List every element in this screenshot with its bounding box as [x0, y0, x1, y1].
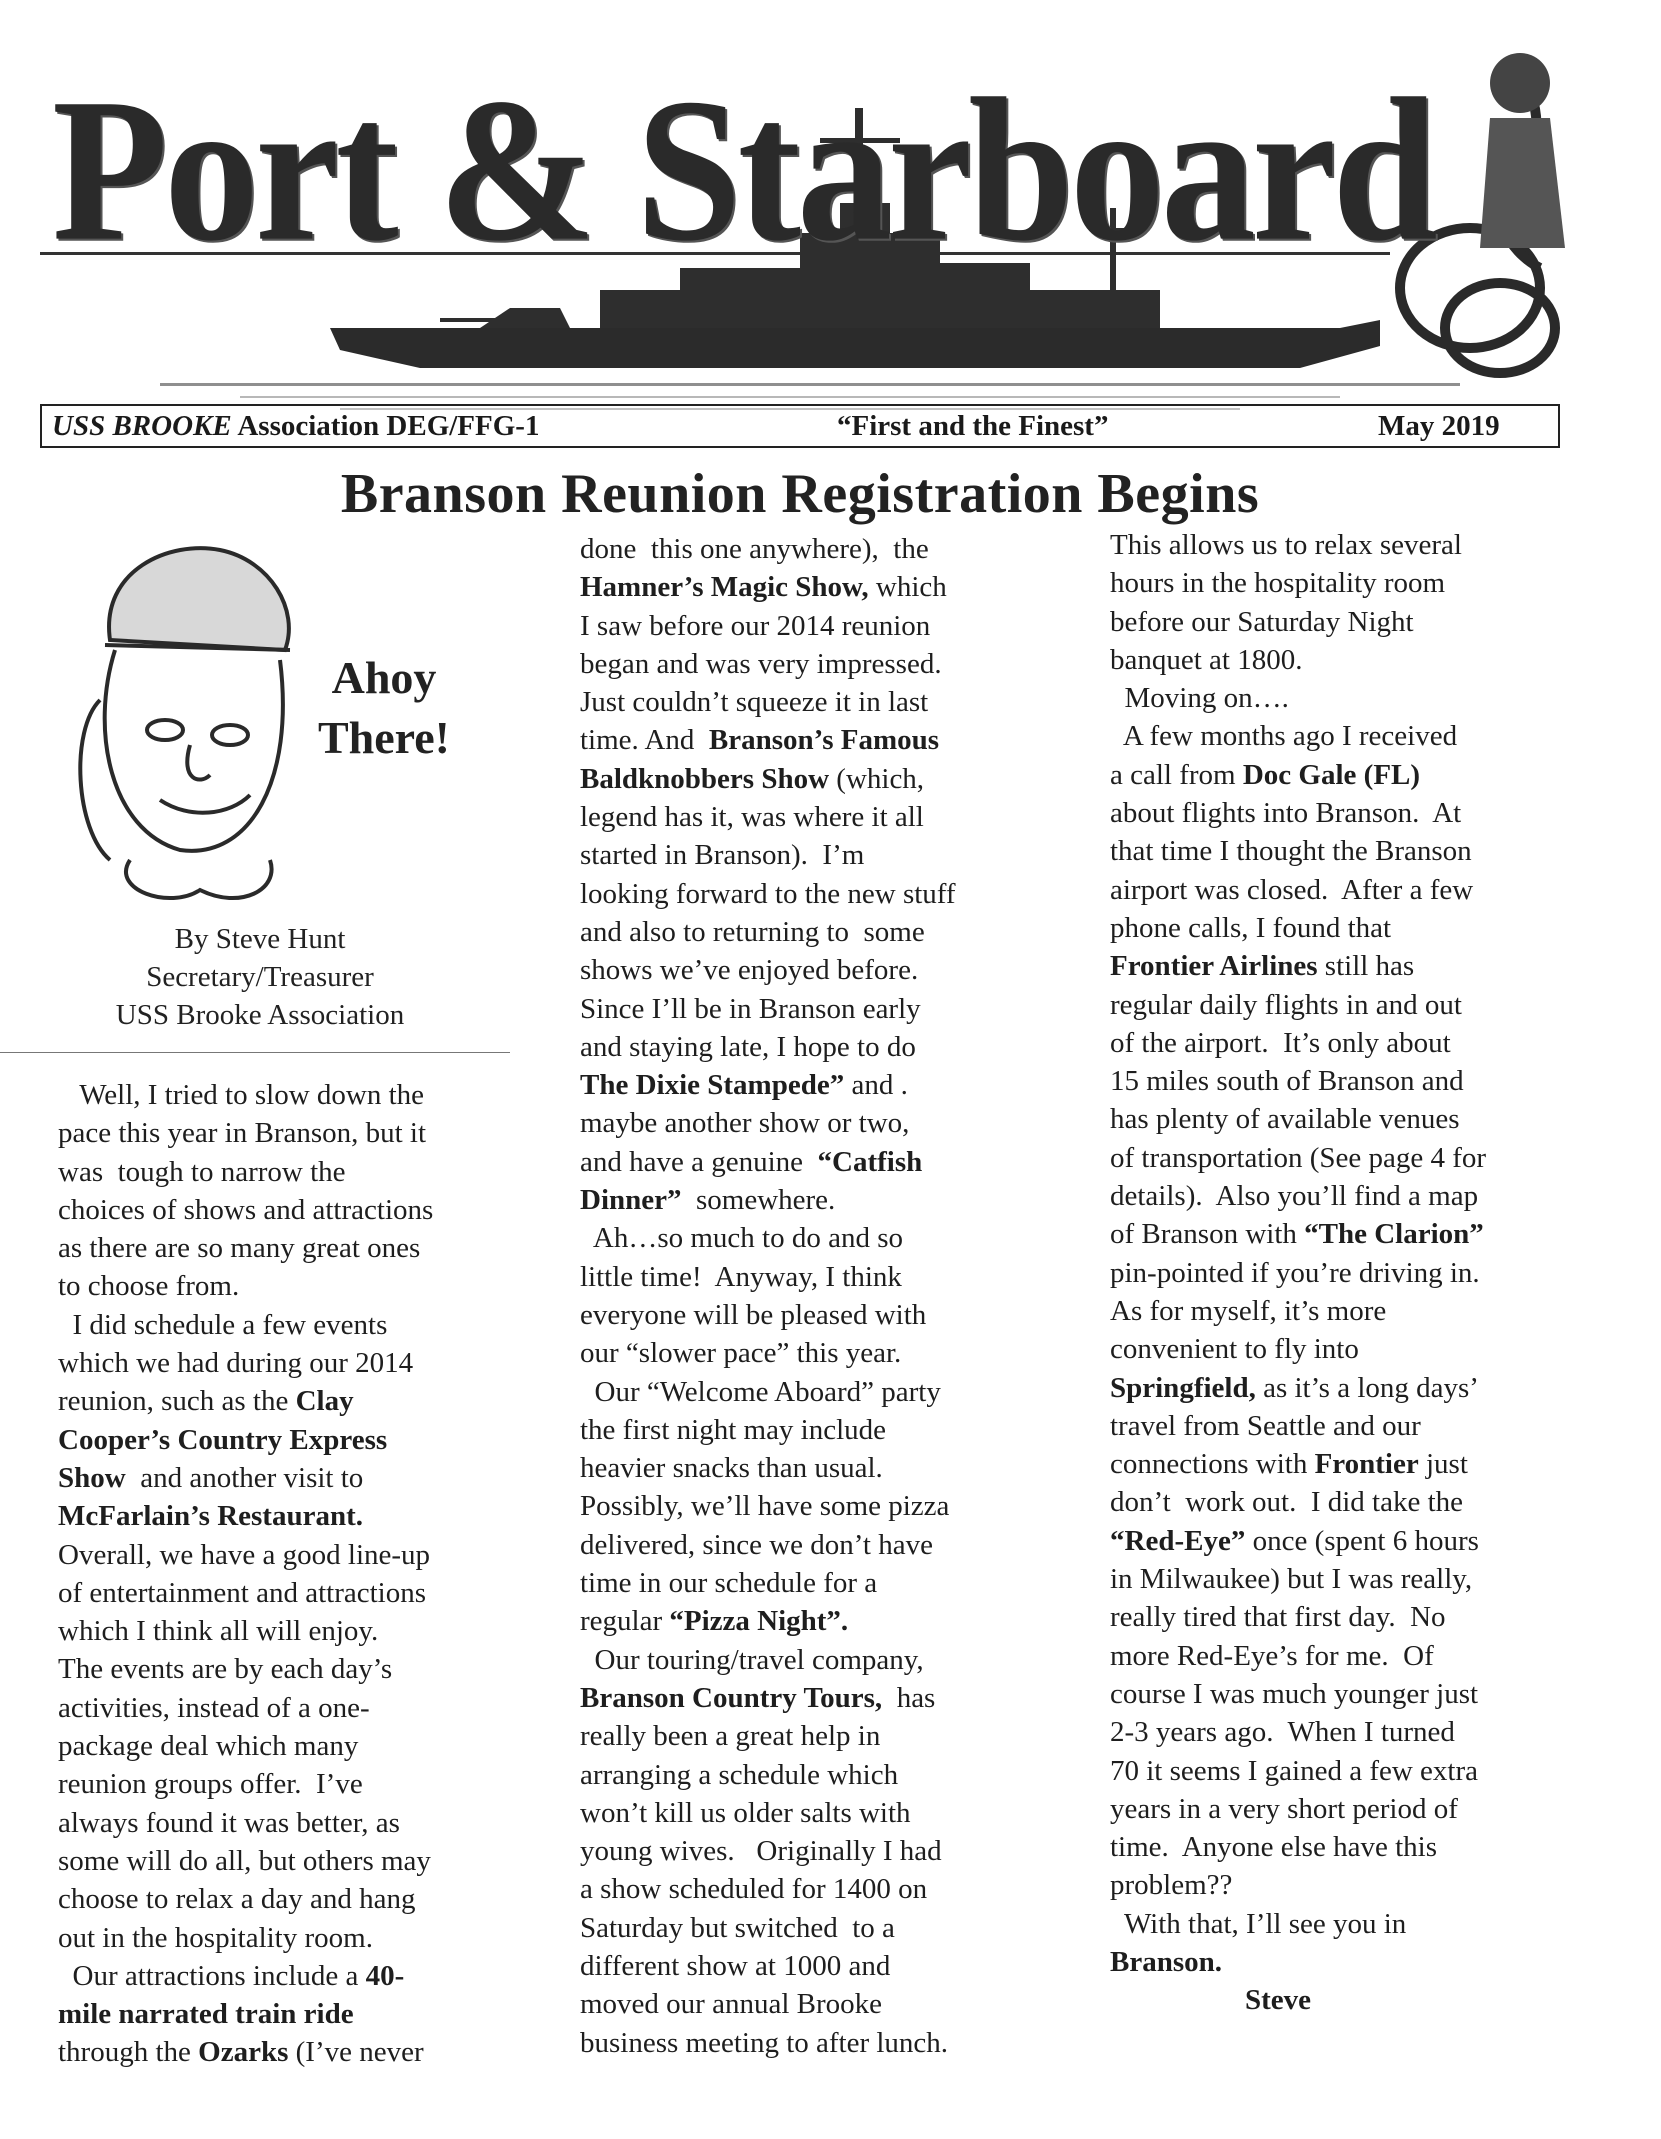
article-line	[1110, 1943, 1486, 1981]
article-line	[58, 1153, 433, 1191]
article-line	[580, 1411, 956, 1449]
article-line	[580, 1449, 956, 1487]
text: 70 it seems I gained a few extra	[1110, 1754, 1478, 1787]
masthead	[40, 28, 1600, 428]
text: and also to returning to some	[580, 915, 925, 948]
article-line	[580, 645, 956, 683]
bold-text: 40-	[365, 1959, 405, 1992]
article-line	[1110, 717, 1486, 755]
text: and have a genuine	[580, 1145, 818, 1178]
text: (I’ve never	[288, 2036, 424, 2069]
article-line	[1110, 679, 1486, 717]
text: and staying late, I hope to do	[580, 1030, 916, 1063]
text: which	[868, 571, 947, 604]
text: activities, instead of a one-	[58, 1691, 370, 1724]
article-line	[580, 1602, 956, 1640]
text: time. And	[580, 724, 709, 757]
article-line	[58, 1957, 433, 1995]
text: always found it was better, as	[58, 1806, 400, 1839]
text: Since I’ll be in Branson early	[580, 992, 921, 1025]
motto: “First and the Finest”	[837, 410, 1109, 442]
article-line	[580, 875, 956, 913]
article-line	[58, 1765, 433, 1803]
article-line	[58, 1267, 433, 1305]
text: Our attractions include a	[58, 1959, 366, 1992]
bold-text: Cooper’s Country Express	[58, 1423, 388, 1456]
byline	[40, 920, 480, 1034]
text: time in our schedule for a	[580, 1567, 878, 1600]
text: Overall, we have a good line-up	[58, 1538, 431, 1571]
text: pin-pointed if you’re driving in.	[1110, 1256, 1480, 1289]
article-line	[580, 1104, 956, 1142]
article-line	[58, 1536, 433, 1574]
article-line	[1110, 1752, 1486, 1790]
article-line	[580, 1296, 956, 1334]
article-line	[1110, 1062, 1486, 1100]
article-line	[1110, 1866, 1486, 1904]
bold-text: “Pizza Night”.	[669, 1605, 849, 1638]
text: This allows us to relax several	[1110, 529, 1462, 561]
bold-text: Frontier	[1314, 1448, 1419, 1481]
bold-text: Clay	[295, 1385, 354, 1418]
article-line	[1110, 1445, 1486, 1483]
ahoy-line-1: Ahoy	[331, 652, 437, 703]
article-line	[58, 1114, 433, 1152]
text: reunion groups offer. I’ve	[58, 1768, 363, 1801]
text: still has	[1317, 950, 1415, 983]
text: With that, I’ll see you in	[1110, 1907, 1407, 1940]
article-line	[58, 1919, 433, 1957]
article-line	[1110, 871, 1486, 909]
text: some will do all, but others may	[58, 1844, 431, 1877]
article-line	[1110, 1790, 1486, 1828]
article-line	[580, 1832, 956, 1870]
article-line	[580, 1909, 956, 1947]
article-line	[58, 1574, 433, 1612]
bold-text: Ozarks	[198, 2036, 289, 2069]
text: package deal which many	[58, 1730, 359, 1763]
text: as it’s a long days’	[1255, 1371, 1479, 1404]
text: about flights into Branson. At	[1110, 797, 1462, 830]
article-line	[580, 1564, 956, 1602]
article-line	[58, 1727, 433, 1765]
text: in Milwaukee) but I was really,	[1110, 1563, 1473, 1596]
text: convenient to fly into	[1110, 1333, 1359, 1366]
issue-date: May 2019	[1378, 410, 1500, 442]
text: details). Also you’ll find a map	[1110, 1180, 1479, 1213]
article-column-2	[580, 530, 956, 2062]
text: more Red-Eye’s for me. Of	[1110, 1639, 1434, 1672]
article-line	[580, 760, 956, 798]
text: a show scheduled for 1400 on	[580, 1873, 928, 1906]
article-line	[1110, 1637, 1486, 1675]
article-line	[1110, 1675, 1486, 1713]
text: regular daily flights in and out	[1110, 988, 1462, 1021]
bold-text: The Dixie Stampede”	[580, 1069, 845, 1102]
article-line	[1110, 832, 1486, 870]
text: has plenty of available venues	[1110, 1103, 1460, 1136]
divider	[0, 1052, 510, 1053]
article-line	[580, 1066, 956, 1104]
text: don’t work out. I did take the	[1110, 1486, 1464, 1519]
text: a call from	[1110, 758, 1243, 791]
article-line	[58, 1229, 433, 1267]
article-line	[580, 1985, 956, 2023]
article-line	[580, 836, 956, 874]
article-line	[580, 1181, 956, 1219]
article-line	[580, 1143, 956, 1181]
article-line	[1110, 1407, 1486, 1445]
text: has	[882, 1681, 936, 1714]
text: won’t kill us older salts with	[580, 1796, 911, 1829]
article-line	[1110, 947, 1486, 985]
article-line	[58, 1689, 433, 1727]
text: really been a great help in	[580, 1720, 881, 1753]
text: heavier snacks than usual.	[580, 1452, 883, 1485]
article-line	[58, 1650, 433, 1688]
text: regular	[580, 1605, 670, 1638]
text: which I think all will enjoy.	[58, 1615, 379, 1648]
bold-text: Branson.	[1110, 1945, 1223, 1978]
article-line	[58, 1995, 433, 2033]
article-line	[58, 1459, 433, 1497]
text: out in the hospitality room.	[58, 1921, 373, 1954]
text: banquet at 1800.	[1110, 643, 1303, 676]
article-line	[1110, 1024, 1486, 1062]
text: of Branson with	[1110, 1218, 1305, 1251]
text: Well, I tried to slow down the	[58, 1079, 425, 1111]
article-line	[580, 1334, 956, 1372]
bold-text: Branson Country Tours,	[580, 1681, 883, 1714]
article-line	[58, 1804, 433, 1842]
bold-text: “The Clarion”	[1304, 1218, 1484, 1251]
bold-text: Show	[58, 1461, 126, 1494]
article-column-1	[58, 1076, 433, 2072]
text: Our “Welcome Aboard” party	[580, 1375, 941, 1408]
article-line	[1110, 1215, 1486, 1253]
article-line	[1110, 1483, 1486, 1521]
article-line	[580, 1526, 956, 1564]
text: of transportation (See page 4 for	[1110, 1141, 1487, 1174]
article-line	[1110, 1254, 1486, 1292]
text: Ah…so much to do and so	[580, 1222, 904, 1255]
text: as there are so many great ones	[58, 1232, 421, 1265]
article-line	[580, 568, 956, 606]
text: really tired that first day. No	[1110, 1601, 1446, 1634]
article-line	[1110, 526, 1486, 564]
text: of entertainment and attractions	[58, 1576, 426, 1609]
text: which we had during our 2014	[58, 1347, 414, 1380]
article-line	[1110, 756, 1486, 794]
text: problem??	[1110, 1869, 1233, 1902]
text: young wives. Originally I had	[580, 1835, 942, 1868]
article-line	[1110, 1522, 1486, 1560]
text: Our touring/travel company,	[580, 1643, 924, 1676]
text: looking forward to the new stuff	[580, 877, 956, 910]
text: little time! Anyway, I think	[580, 1260, 902, 1293]
article-line	[580, 798, 956, 836]
bold-text: McFarlain’s Restaurant.	[58, 1500, 363, 1533]
text: The events are by each day’s	[58, 1653, 393, 1686]
article-line	[580, 607, 956, 645]
org-name	[52, 410, 539, 443]
article-line	[1110, 641, 1486, 679]
article-line	[580, 1487, 956, 1525]
article-line	[1110, 1598, 1486, 1636]
text: moved our annual Brooke	[580, 1988, 883, 2021]
text: pace this year in Branson, but it	[58, 1117, 427, 1150]
byline-org: USS Brooke Association	[115, 999, 405, 1031]
article-line	[1110, 1560, 1486, 1598]
text: Saturday but switched to a	[580, 1911, 895, 1944]
text: the first night may include	[580, 1413, 887, 1446]
article-line	[58, 1497, 433, 1535]
bold-text: Dinner”	[580, 1184, 682, 1217]
article-line	[580, 1870, 956, 1908]
text: airport was closed. After a few	[1110, 873, 1474, 906]
text: delivered, since we don’t have	[580, 1528, 933, 1561]
article-line	[1110, 909, 1486, 947]
article-line	[58, 1842, 433, 1880]
text: different show at 1000 and	[580, 1949, 891, 1982]
article-line	[580, 1641, 956, 1679]
text: I did schedule a few events	[58, 1308, 388, 1341]
article-line	[1110, 603, 1486, 641]
article-line	[580, 913, 956, 951]
article-line	[58, 1306, 433, 1344]
text: legend has it, was where it all	[580, 801, 924, 834]
text: Moving on….	[1110, 682, 1289, 715]
info-bar	[40, 404, 1560, 448]
text: started in Branson). I’m	[580, 839, 865, 872]
article-line	[58, 1421, 433, 1459]
article-line	[58, 1382, 433, 1420]
text: began and was very impressed.	[580, 647, 942, 680]
article-column-3	[1110, 526, 1486, 2020]
bold-text: “Red-Eye”	[1110, 1524, 1246, 1557]
ahoy-there-text	[318, 648, 450, 768]
text: done this one anywhere), the	[580, 533, 929, 565]
headline: Branson Reunion Registration Begins	[340, 463, 1260, 525]
text: years in a very short period of	[1110, 1792, 1458, 1825]
signature: Steve	[1245, 1984, 1312, 2017]
text: 2-3 years ago. When I turned	[1110, 1716, 1455, 1749]
text: arranging a schedule which	[580, 1758, 899, 1791]
text: and another visit to	[125, 1461, 364, 1494]
text: phone calls, I found that	[1110, 911, 1392, 944]
article-line	[1110, 1100, 1486, 1138]
text: choices of shows and attractions	[58, 1193, 434, 1226]
article-line	[580, 1258, 956, 1296]
text: just	[1418, 1448, 1468, 1481]
article-line	[1110, 564, 1486, 602]
text: choose to relax a day and hang	[58, 1883, 416, 1916]
text: Possibly, we’ll have some pizza	[580, 1490, 950, 1523]
article-line	[580, 951, 956, 989]
article-line	[58, 1344, 433, 1382]
article-line	[58, 1612, 433, 1650]
text: was tough to narrow the	[58, 1155, 346, 1188]
bold-text: Doc Gale (FL)	[1242, 758, 1421, 791]
article-line	[580, 1756, 956, 1794]
article-line	[580, 1679, 956, 1717]
text: before our Saturday Night	[1110, 605, 1414, 638]
article-line	[1110, 1139, 1486, 1177]
text: As for myself, it’s more	[1110, 1294, 1387, 1327]
article-line	[580, 721, 956, 759]
article-line	[580, 990, 956, 1028]
article-line	[58, 1880, 433, 1918]
masthead-title: Port & Starboard	[52, 57, 1434, 285]
text: A few months ago I received	[1110, 720, 1458, 753]
article-line	[58, 2033, 433, 2071]
article-line	[580, 1373, 956, 1411]
byline-author: By Steve Hunt	[174, 923, 346, 955]
article-line	[1110, 1292, 1486, 1330]
text: once (spent 6 hours	[1245, 1524, 1479, 1557]
byline-role: Secretary/Treasurer	[146, 961, 374, 993]
text: connections with	[1110, 1448, 1315, 1481]
text: to choose from.	[58, 1270, 240, 1303]
bold-text: Hamner’s Magic Show,	[580, 571, 869, 604]
text: somewhere.	[681, 1184, 836, 1217]
text: travel from Seattle and our	[1110, 1409, 1421, 1442]
text: maybe another show or two,	[580, 1107, 910, 1140]
article-line	[580, 1794, 956, 1832]
bold-text: Frontier Airlines	[1110, 950, 1318, 983]
article-line	[580, 1947, 956, 1985]
article-line	[1110, 1905, 1486, 1943]
article-line	[1110, 794, 1486, 832]
text: our “slower pace” this year.	[580, 1337, 902, 1370]
article-line	[1110, 1713, 1486, 1751]
text: that time I thought the Branson	[1110, 835, 1472, 868]
text: of the airport. It’s only about	[1110, 1026, 1451, 1059]
text: time. Anyone else have this	[1110, 1831, 1437, 1864]
text: and .	[844, 1069, 908, 1102]
article-line	[58, 1076, 433, 1114]
article-line	[58, 1191, 433, 1229]
text: course I was much younger just	[1110, 1677, 1479, 1710]
bold-text: mile narrated train ride	[58, 1998, 354, 2031]
text: I saw before our 2014 reunion	[580, 609, 931, 642]
text: reunion, such as the	[58, 1385, 296, 1418]
org-suffix: Association DEG/FFG-1	[231, 410, 540, 442]
article-line	[580, 1028, 956, 1066]
bold-text: Branson’s Famous	[708, 724, 940, 757]
bold-text: Springfield,	[1110, 1371, 1256, 1404]
article-line	[580, 683, 956, 721]
text: shows we’ve enjoyed before.	[580, 954, 919, 987]
ship-name: USS BROOKE	[52, 410, 232, 442]
text: everyone will be pleased with	[580, 1298, 927, 1331]
article-line	[1110, 1177, 1486, 1215]
text: business meeting to after lunch.	[580, 2026, 949, 2059]
article-line	[1110, 1369, 1486, 1407]
text: (which,	[829, 762, 925, 795]
article-line	[1110, 986, 1486, 1024]
text: hours in the hospitality room	[1110, 567, 1446, 600]
article-line	[1110, 1828, 1486, 1866]
text: through the	[58, 2036, 199, 2069]
article-line	[1110, 1330, 1486, 1368]
article-line	[580, 1717, 956, 1755]
text: 15 miles south of Branson and	[1110, 1065, 1464, 1098]
article-line	[580, 1219, 956, 1257]
bold-text: “Catfish	[817, 1145, 923, 1178]
ahoy-line-2: There!	[318, 712, 451, 763]
bold-text: Baldknobbers Show	[580, 762, 830, 795]
article-line	[580, 2024, 956, 2062]
caricature-illustration	[70, 530, 320, 920]
text: Just couldn’t squeeze it in last	[580, 686, 929, 719]
article-line	[580, 530, 956, 568]
